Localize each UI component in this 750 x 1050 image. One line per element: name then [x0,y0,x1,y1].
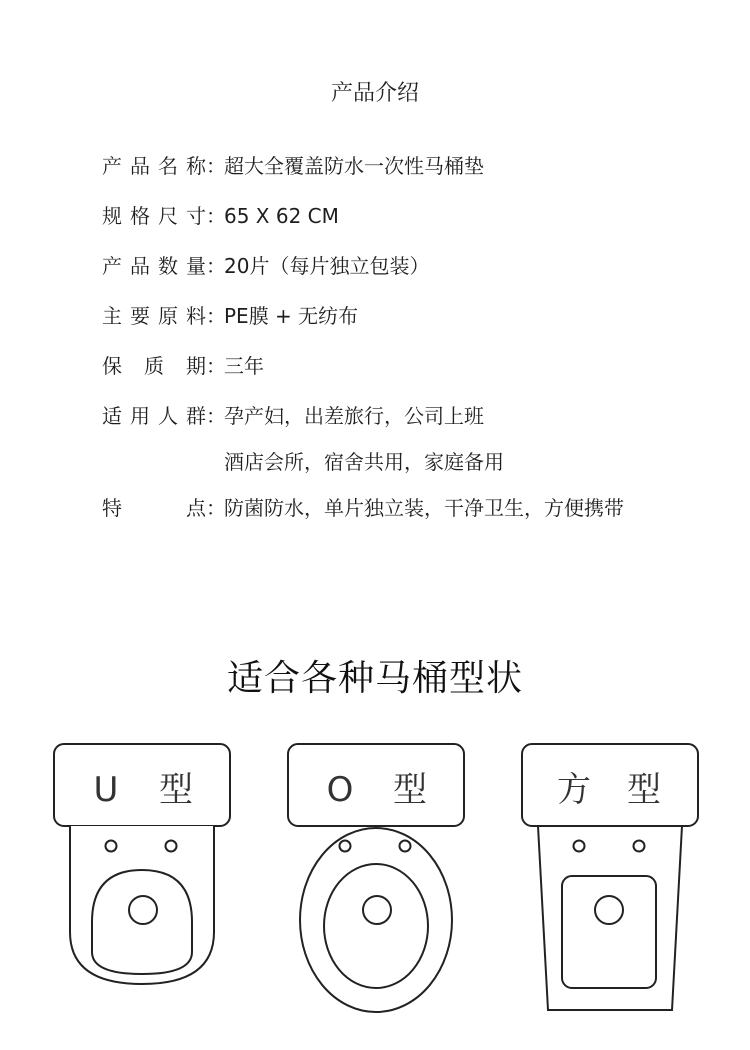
spec-label: 产品名称 [102,154,206,178]
spec-value: 酒店会所，宿舍共用，家庭备用 [224,450,504,474]
spec-row-shelf-life [102,350,742,400]
spec-row-features [102,492,742,542]
toilet-label [52,762,232,811]
section-title: 适合各种马桶型状 [226,658,523,699]
spec-colon: ： [206,496,226,520]
spec-row-audience [102,400,742,450]
spec-value: 孕产妇，出差旅行，公司上班 [224,404,484,428]
spec-value: 65 X 62 CM [224,204,339,228]
spec-label: 适用人群 [102,404,206,428]
toilet-letter: O [326,770,356,810]
toilet-u-shape [52,742,232,1012]
spec-row-quantity [102,250,742,300]
spec-label: 特 点 [102,496,206,520]
spec-row-audience-continued [102,446,742,492]
spec-label: 保 质 期 [102,354,206,378]
spec-colon: ： [206,204,226,228]
spec-row-material [102,300,742,350]
spec-value: PE膜 + 无纺布 [224,304,359,328]
spec-label: 主要原料 [102,304,206,328]
page-title: 产品介绍 [330,81,419,106]
spec-colon: ： [206,354,226,378]
spec-value: 超大全覆盖防水一次性马桶垫 [224,154,484,178]
toilet-square-shape [520,742,700,1012]
spec-colon: ： [206,154,226,178]
spec-row-size [102,200,742,250]
spec-value: 防菌防水，单片独立装，干净卫生，方便携带 [224,496,624,520]
spec-colon: ： [206,254,226,278]
toilet-word: 型 [627,770,663,810]
spec-colon: ： [206,304,226,328]
toilet-label [520,762,700,811]
spec-list [102,150,742,542]
spec-row-product-name [102,150,742,200]
spec-value: 三年 [224,354,264,378]
toilet-letter: U [93,770,121,810]
toilet-word: 型 [393,770,429,810]
spec-colon: ： [206,404,226,428]
spec-label: 产品数量 [102,254,206,278]
toilet-o-shape [286,742,466,1012]
toilet-word: 型 [159,770,195,810]
spec-label: 规格尺寸 [102,204,206,228]
toilet-label [286,762,466,811]
spec-value: 20片（每片独立包装） [224,254,430,278]
toilet-letter: 方 [557,770,593,810]
